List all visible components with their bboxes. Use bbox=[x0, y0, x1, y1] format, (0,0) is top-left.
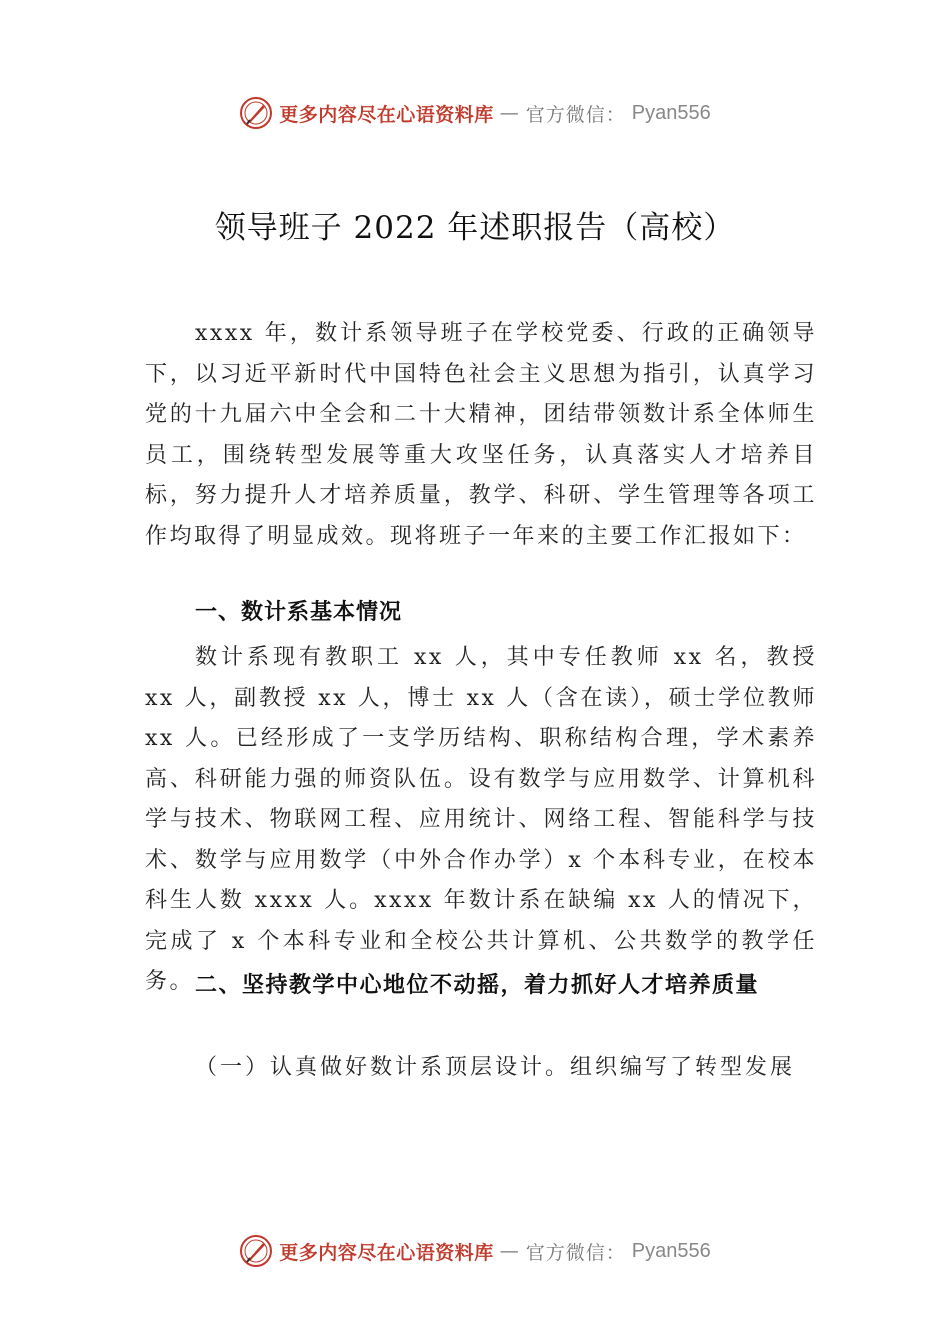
paragraph-basic-info: 数计系现有教职工 xx 人，其中专任教师 xx 名，教授 xx 人，副教授 xx 人，博士 xx 人（含在读），硕士学位教师 xx 人。已经形成了一支学历结构、职称结构合理，学术素养高、科研能力强的师资队伍。设有数学与应用数学、计算机科学与技术、物联网工程、应用统计、网络工程、智能科学与技术、数学与应用数学（中外合作办学）x 个本科专业，在校本科生人数 xxxx 人。xxxx 年数计系在缺编 xx 人的情况下， 完成了 x 个本科专业和全校公共计算机、公共数学的教学任务。 bbox=[145, 645, 817, 994]
watermark-separator: — bbox=[499, 1240, 520, 1262]
quill-pen-icon bbox=[239, 1234, 273, 1268]
footer-watermark bbox=[0, 1234, 950, 1274]
watermark-account: Pyan556 bbox=[631, 1239, 711, 1262]
watermark-sub-text: 官方微信： bbox=[525, 103, 626, 126]
document-title: 领导班子 2022 年述职报告（高校） bbox=[214, 210, 736, 246]
watermark-account: Pyan556 bbox=[631, 101, 711, 124]
section-heading-1: 一、数计系基本情况 bbox=[195, 600, 403, 625]
paragraph-subsection-1: （一）认真做好数计系顶层设计。组织编写了转型发展 bbox=[195, 1055, 796, 1080]
watermark-main-text: 更多内容尽在心语资料库 bbox=[279, 103, 494, 126]
paragraph-intro: xxxx 年，数计系领导班子在学校党委、行政的正确领导下，以习近平新时代中国特色社会主义思想为指引，认真学习党的十九届六中全会和二十大精神，团结带领数计系全体师生员工，围绕转型发展等重大攻坚任务，认真落实人才培养目标，努力提升人才培养质量，教学、科研、学生管理等各项工作均取得了明显成效。现将班子一年来的主要工作汇报如下： bbox=[145, 321, 817, 549]
watermark-sub-text: 官方微信： bbox=[525, 1241, 626, 1264]
watermark-separator: — bbox=[499, 102, 520, 124]
watermark-main-text: 更多内容尽在心语资料库 bbox=[279, 1241, 494, 1264]
header-watermark bbox=[0, 96, 950, 136]
section-heading-2: 二、坚持教学中心地位不动摇，着力抓好人才培养质量 bbox=[195, 973, 760, 998]
quill-pen-icon bbox=[239, 96, 273, 130]
